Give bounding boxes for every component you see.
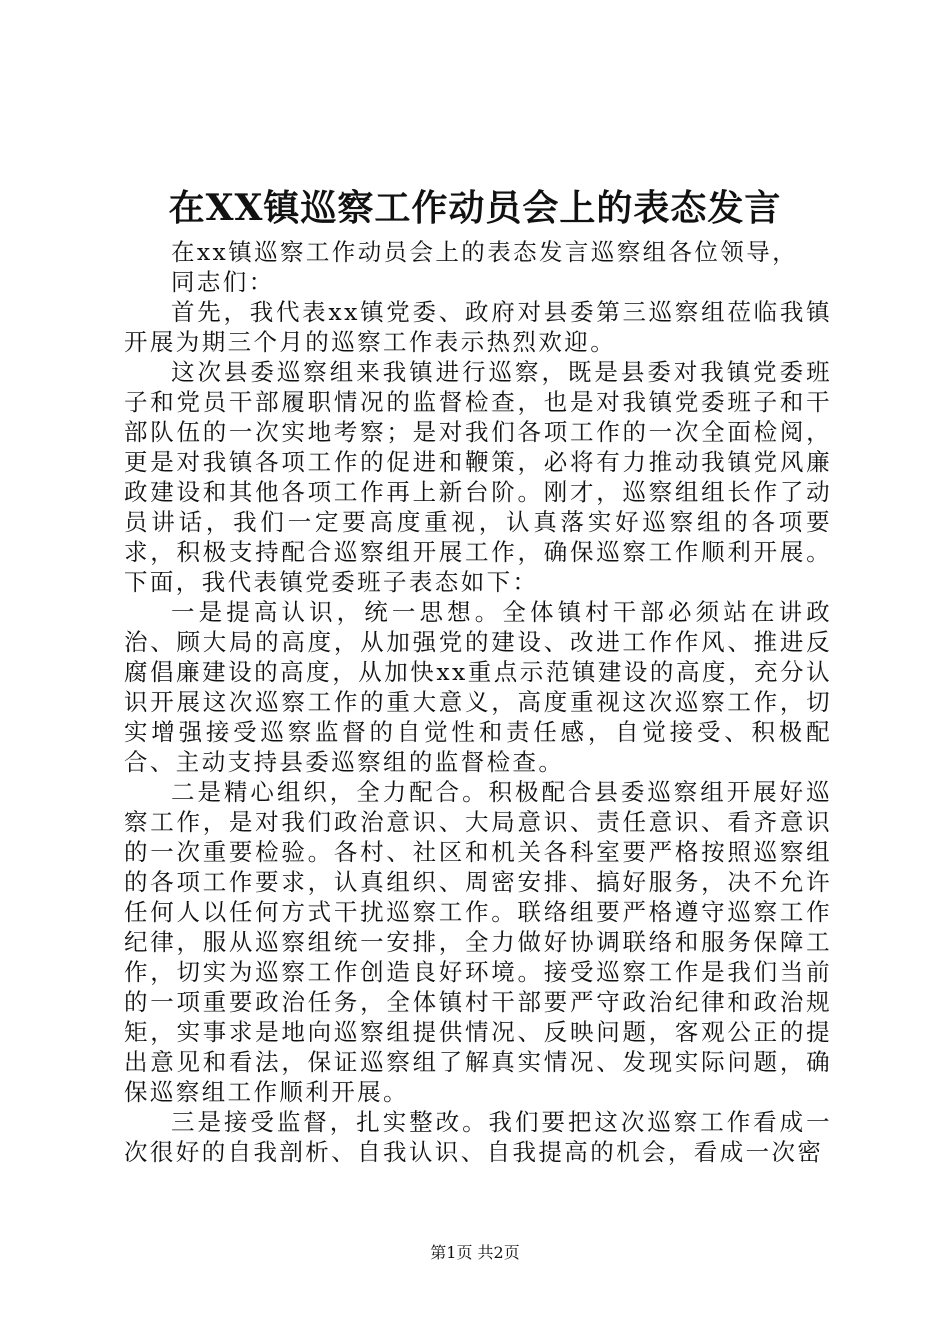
document-title: 在XX镇巡察工作动员会上的表态发言 (168, 187, 782, 229)
paragraph-point-one: 一是提高认识，统一思想。全体镇村干部必须站在讲政治、顾大局的高度，从加强党的建设、改进工作作风、推进反腐倡廉建设的高度，从加快xx重点示范镇建设的高度，充分认识开展这次巡察工作的重大意义，高度重视这次巡察工作，切实增强接受巡察监督的自觉性和责任感，自觉接受、积极配合、主动支持县委巡察组的监督检查。 (124, 598, 832, 776)
page-number: 第1页 共2页 (430, 1243, 520, 1262)
paragraph-salutation: 在xx镇巡察工作动员会上的表态发言巡察组各位领导， (171, 238, 799, 266)
paragraph-point-three: 三是接受监督，扎实整改。我们要把这次巡察工作看成一次很好的自我剖析、自我认识、自我提高的机会，看成一次密 (124, 1108, 832, 1166)
paragraph-salutation-cont: 同志们： (171, 268, 275, 296)
paragraph-significance: 这次县委巡察组来我镇进行巡察，既是县委对我镇党委班子和党员干部履职情况的监督检查，也是对我镇党委班子和干部队伍的一次实地考察；是对我们各项工作的一次全面检阅，更是对我镇各项工作的促进和鞭策，必将有力推动我镇党风廉政建设和其他各项工作再上新台阶。刚才，巡察组组长作了动员讲话，我们一定要高度重视，认真落实好巡察组的各项要求，积极支持配合巡察组开展工作，确保巡察工作顺利开展。下面，我代表镇党委班子表态如下： (124, 358, 832, 596)
paragraph-point-two: 二是精心组织，全力配合。积极配合县委巡察组开展好巡察工作，是对我们政治意识、大局意识、责任意识、看齐意识的一次重要检验。各村、社区和机关各科室要严格按照巡察组的各项工作要求，认真组织、周密安排、搞好服务，决不允许任何人以任何方式干扰巡察工作。联络组要严格遵守巡察工作纪律，服从巡察组统一安排，全力做好协调联络和服务保障工作，切实为巡察工作创造良好环境。接受巡察工作是我们当前的一项重要政治任务，全体镇村干部要严守政治纪律和政治规矩，实事求是地向巡察组提供情况、反映问题，客观公正的提出意见和看法，保证巡察组了解真实情况、发现实际问题，确保巡察组工作顺利开展。 (124, 778, 832, 1106)
document-body (124, 237, 832, 1167)
paragraph-welcome: 首先，我代表xx镇党委、政府对县委第三巡察组莅临我镇开展为期三个月的巡察工作表示热烈欢迎。 (124, 298, 832, 356)
